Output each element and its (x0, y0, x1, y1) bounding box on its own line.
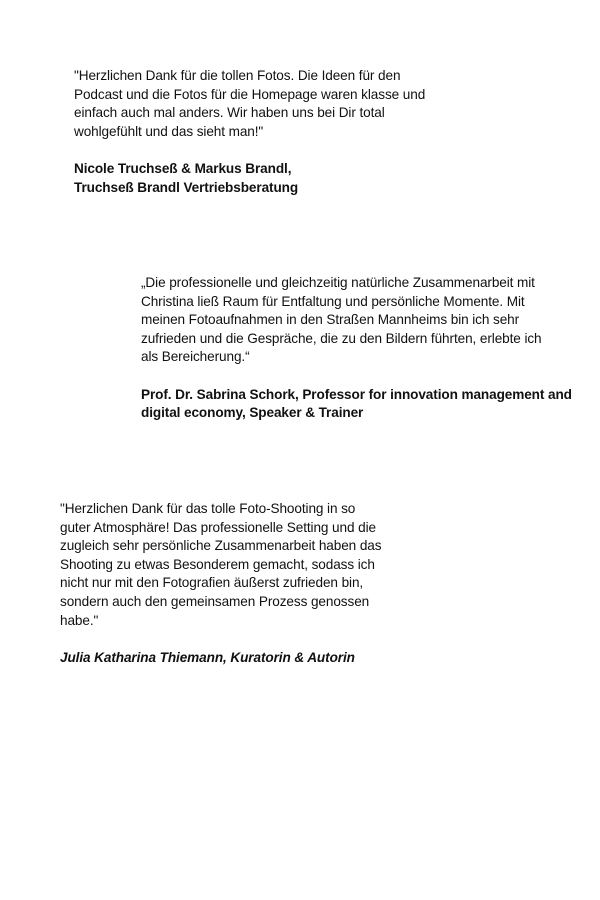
author-line: digital economy, Speaker & Trainer (141, 405, 364, 421)
spacer (74, 141, 425, 160)
spacer (60, 630, 381, 649)
testimonial-author (141, 386, 572, 423)
testimonial-1 (74, 67, 425, 197)
author-line: Truchseß Brandl Vertriebsberatung (74, 179, 299, 195)
quote-line: guter Atmosphäre! Das professionelle Setting und die (60, 519, 376, 535)
quote-line: habe." (60, 612, 99, 628)
quote-line: nicht nur mit den Fotografien äußerst zufrieden bin, (60, 575, 364, 591)
quote-line: meinen Fotoaufnahmen in den Straßen Mannheims bin ich sehr (141, 312, 520, 328)
testimonial-2 (141, 274, 572, 423)
testimonial-quote (74, 67, 425, 141)
quote-line: zugleich sehr persönliche Zusammenarbeit haben das (60, 538, 382, 554)
quote-line: „Die professionelle und gleichzeitig natürliche Zusammenarbeit mit (141, 275, 535, 290)
quote-line: "Herzlichen Dank für die tollen Fotos. Die Ideen für den (74, 68, 401, 83)
quote-line: Podcast und die Fotos für die Homepage waren klasse und (74, 86, 426, 102)
author-line: Prof. Dr. Sabrina Schork, Professor for innovation management and (141, 386, 572, 402)
quote-line: einfach auch mal anders. Wir haben uns bei Dir total (74, 105, 385, 121)
testimonial-author (74, 160, 425, 197)
testimonial-quote (60, 500, 381, 630)
testimonial-3 (60, 500, 381, 667)
quote-line: zufrieden und die Gespräche, die zu den Bildern führten, erlebte ich (141, 330, 542, 346)
quote-line: Shooting zu etwas Besonderem gemacht, sodass ich (60, 556, 375, 572)
quote-line: wohlgefühlt und das sieht man!" (74, 123, 264, 139)
spacer (141, 367, 572, 386)
testimonial-author (60, 649, 381, 668)
author-line: Nicole Truchseß & Markus Brandl, (74, 160, 292, 176)
quote-line: "Herzlichen Dank für das tolle Foto-Shooting in so (60, 501, 356, 516)
quote-line: Christina ließ Raum für Entfaltung und persönliche Momente. Mit (141, 293, 525, 309)
quote-line: sondern auch den gemeinsamen Prozess genossen (60, 593, 370, 609)
author-line: Julia Katharina Thiemann, Kuratorin & Autorin (60, 649, 355, 665)
quote-line: als Bereicherung.“ (141, 349, 250, 365)
testimonial-quote (141, 274, 572, 367)
